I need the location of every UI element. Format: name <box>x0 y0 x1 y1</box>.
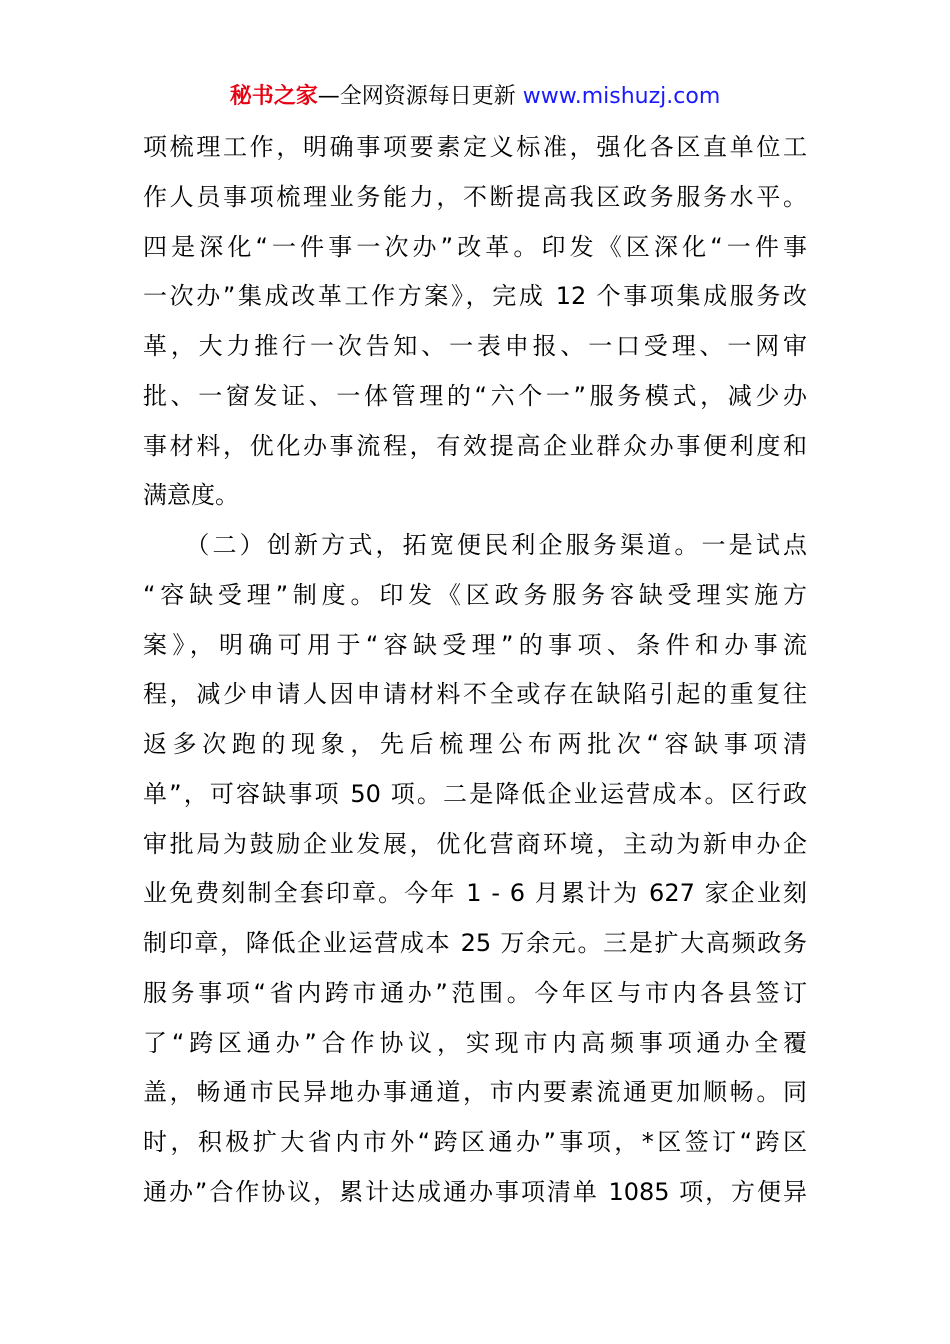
text-line: 盖，畅通市民异地办事通道，市内要素流通更加顺畅。同 <box>143 1078 807 1107</box>
text-line: 通办”合作协议，累计达成通办事项清单 1085 项，方便异 <box>143 1177 807 1206</box>
text-line: 返多次跑的现象，先后梳理公布两批次“容缺事项清 <box>143 730 807 758</box>
text-line: 四是深化“一件事一次办”改革。印发《区深化“一件事 <box>143 232 807 261</box>
text-line: 程，减少申请人因申请材料不全或存在缺陷引起的重复往 <box>143 680 807 709</box>
text-line: 满意度。 <box>143 481 239 510</box>
text-line: 革，大力推行一次告知、一表申报、一口受理、一网审 <box>143 332 807 360</box>
text-line: 业免费刻制全套印章。今年 1 - 6 月累计为 627 家企业刻 <box>143 879 807 908</box>
text-line: “容缺受理”制度。印发《区政务服务容缺受理实施方 <box>143 580 807 609</box>
text-line: 了“跨区通办”合作协议，实现市内高频事项通办全覆 <box>143 1028 807 1057</box>
text-line: 一次办”集成改革工作方案》，完成 12 个事项集成服务改 <box>143 282 807 311</box>
text-line: 时，积极扩大省内市外“跨区通办”事项，*区签订“跨区 <box>143 1128 807 1156</box>
text-line: 案》，明确可用于“容缺受理”的事项、条件和办事流 <box>143 630 807 659</box>
text-line: 制印章，降低企业运营成本 25 万余元。三是扩大高频政务 <box>143 929 807 957</box>
document-body <box>143 123 807 1218</box>
text-line: 事材料，优化办事流程，有效提高企业群众办事便利度和 <box>143 431 807 460</box>
page-header <box>0 82 950 112</box>
text-line: 审批局为鼓励企业发展，优化营商环境，主动为新申办企 <box>143 829 807 858</box>
text-line: （二）创新方式，拓宽便民利企服务渠道。一是试点 <box>143 531 807 559</box>
text-line: 单”，可容缺事项 50 项。二是降低企业运营成本。区行政 <box>143 779 807 808</box>
site-brand: 秘书之家 <box>229 84 318 109</box>
text-line: 服务事项“省内跨市通办”范围。今年区与市内各县签订 <box>143 978 807 1007</box>
site-url-link[interactable]: www.mishuzj.com <box>522 84 721 109</box>
text-line: 项梳理工作，明确事项要素定义标准，强化各区直单位工 <box>143 133 807 161</box>
text-line: 批、一窗发证、一体管理的“六个一”服务模式，减少办 <box>143 381 807 410</box>
text-line: 作人员事项梳理业务能力，不断提高我区政务服务水平。 <box>143 182 807 211</box>
header-tagline: —全网资源每日更新 <box>317 84 523 109</box>
